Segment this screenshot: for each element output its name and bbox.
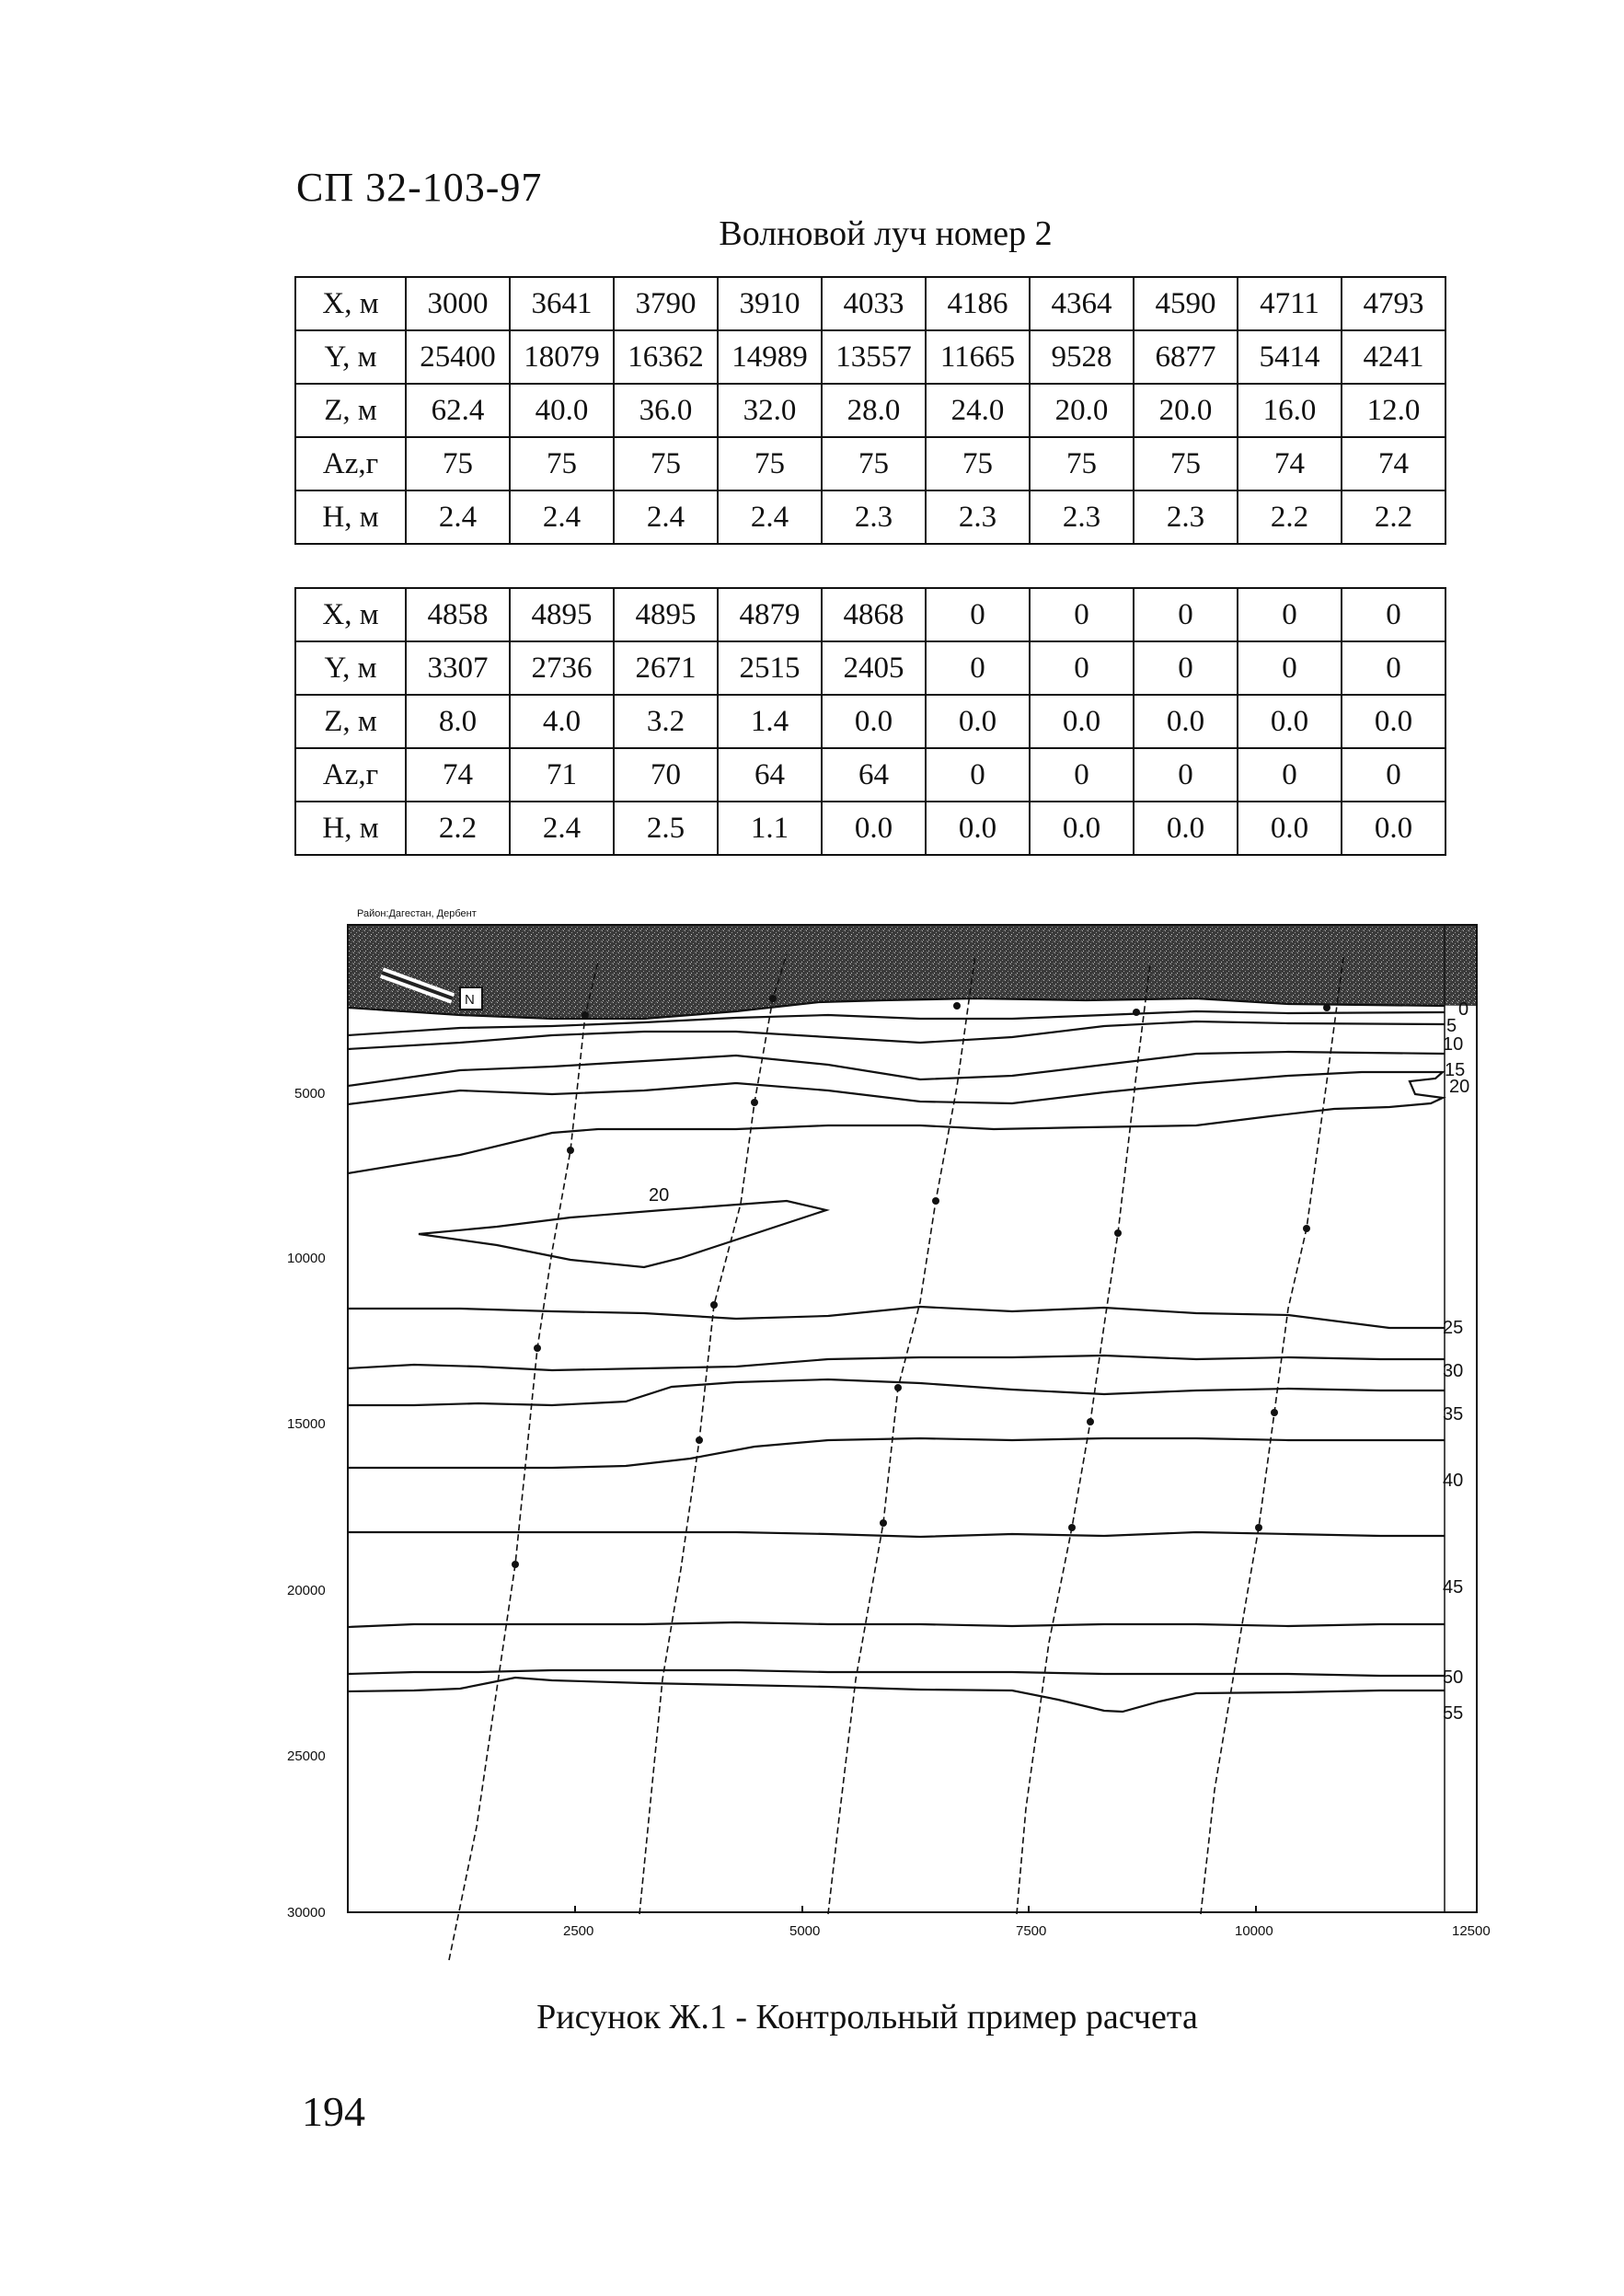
table-cell: 74	[1342, 437, 1445, 490]
contour-label: 15	[1445, 1060, 1466, 1080]
x-tick-label: 5000	[789, 1923, 821, 1939]
table-cell: 0	[926, 588, 1030, 641]
plot-frame	[348, 925, 1477, 1912]
table-cell: 8.0	[406, 695, 510, 748]
row-header: Az,г	[295, 437, 406, 490]
table-cell: 4711	[1238, 277, 1342, 330]
table-cell: 2.2	[1342, 490, 1445, 544]
table-row	[295, 437, 1445, 490]
contour-label: 10	[1443, 1034, 1464, 1055]
table-cell: 4868	[822, 588, 926, 641]
table-cell: 70	[614, 748, 718, 802]
table-cell: 0.0	[1134, 802, 1238, 855]
y-tick-label: 25000	[287, 1748, 326, 1764]
table-cell: 0	[1030, 641, 1134, 695]
table-cell: 0	[1238, 588, 1342, 641]
table-cell: 1.4	[718, 695, 822, 748]
table-cell: 0	[1342, 588, 1445, 641]
table-cell: 2.4	[614, 490, 718, 544]
y-tick-label: 20000	[287, 1583, 326, 1598]
table-cell: 0	[1134, 641, 1238, 695]
contour-label: 5	[1446, 1016, 1457, 1036]
table-cell: 2.3	[926, 490, 1030, 544]
table-cell: 75	[614, 437, 718, 490]
table-row	[295, 641, 1445, 695]
table-cell: 4793	[1342, 277, 1445, 330]
row-header: H, м	[295, 802, 406, 855]
table-cell: 0.0	[1030, 802, 1134, 855]
table-cell: 0	[1238, 641, 1342, 695]
contour-label: 20	[649, 1185, 670, 1206]
table-cell: 64	[822, 748, 926, 802]
table-cell: 0	[1134, 748, 1238, 802]
table-cell: 18079	[510, 330, 614, 384]
table-cell: 2.2	[406, 802, 510, 855]
contour-label: 0	[1458, 999, 1469, 1020]
contour-label: 40	[1443, 1471, 1464, 1491]
table-cell: 24.0	[926, 384, 1030, 437]
table-cell: 0.0	[1342, 802, 1445, 855]
contour-label: 50	[1443, 1667, 1464, 1688]
row-header: Az,г	[295, 748, 406, 802]
table-cell: 16.0	[1238, 384, 1342, 437]
depth-contours	[348, 998, 1445, 1712]
table-cell: 0.0	[1342, 695, 1445, 748]
table-cell: 36.0	[614, 384, 718, 437]
table-cell: 2.4	[510, 802, 614, 855]
table-cell: 4033	[822, 277, 926, 330]
table-cell: 0.0	[1134, 695, 1238, 748]
north-label: N	[465, 992, 475, 1008]
table-cell: 75	[406, 437, 510, 490]
table-cell: 0	[1342, 748, 1445, 802]
contour-label: 25	[1443, 1318, 1464, 1338]
table-cell: 5414	[1238, 330, 1342, 384]
table-cell: 0.0	[822, 802, 926, 855]
table-cell: 75	[510, 437, 614, 490]
table-cell: 2.3	[822, 490, 926, 544]
table-cell: 2.4	[510, 490, 614, 544]
contour-label: 20	[1449, 1077, 1470, 1097]
contour-label: 35	[1443, 1404, 1464, 1425]
table-cell: 4895	[510, 588, 614, 641]
contour-label: 30	[1443, 1361, 1464, 1381]
ray-table-1	[294, 276, 1446, 545]
table-cell: 14989	[718, 330, 822, 384]
doc-code: СП 32-103-97	[296, 165, 543, 210]
contour-label: 55	[1443, 1703, 1464, 1724]
row-header: Z, м	[295, 384, 406, 437]
table-cell: 75	[1030, 437, 1134, 490]
table-cell: 3000	[406, 277, 510, 330]
table-cell: 0.0	[1030, 695, 1134, 748]
wave-rays	[449, 954, 1343, 1960]
table-cell: 74	[406, 748, 510, 802]
table-cell: 0	[1030, 588, 1134, 641]
x-tick-label: 7500	[1016, 1923, 1047, 1939]
table-cell: 64	[718, 748, 822, 802]
row-header: Y, м	[295, 330, 406, 384]
contour-label: 45	[1443, 1577, 1464, 1598]
x-tick-marks	[575, 1906, 1256, 1912]
table-cell: 0.0	[926, 695, 1030, 748]
table-cell: 0	[1134, 588, 1238, 641]
table-cell: 3307	[406, 641, 510, 695]
table-cell: 2.3	[1030, 490, 1134, 544]
map-title: Район:Дагестан, Дербент	[357, 908, 477, 919]
table-cell: 6877	[1134, 330, 1238, 384]
table-row	[295, 748, 1445, 802]
table-cell: 3790	[614, 277, 718, 330]
table-cell: 0	[1030, 748, 1134, 802]
table-row	[295, 277, 1445, 330]
y-tick-label: 30000	[287, 1905, 326, 1921]
row-header: H, м	[295, 490, 406, 544]
row-header: X, м	[295, 588, 406, 641]
table-cell: 0.0	[1238, 695, 1342, 748]
table-cell: 0.0	[822, 695, 926, 748]
table-cell: 2.4	[406, 490, 510, 544]
table-cell: 3910	[718, 277, 822, 330]
table-cell: 11665	[926, 330, 1030, 384]
table-cell: 4.0	[510, 695, 614, 748]
table-cell: 20.0	[1030, 384, 1134, 437]
table-cell: 74	[1238, 437, 1342, 490]
table-cell: 0	[926, 748, 1030, 802]
table-cell: 20.0	[1134, 384, 1238, 437]
table-cell: 3.2	[614, 695, 718, 748]
table-cell: 4879	[718, 588, 822, 641]
table-cell: 0	[1342, 641, 1445, 695]
row-header: Y, м	[295, 641, 406, 695]
ray-diagram	[276, 897, 1491, 1969]
table-cell: 4590	[1134, 277, 1238, 330]
x-tick-label: 10000	[1235, 1923, 1273, 1939]
table-cell: 4241	[1342, 330, 1445, 384]
table-cell: 2.5	[614, 802, 718, 855]
y-tick-label: 10000	[287, 1251, 326, 1266]
table-cell: 4895	[614, 588, 718, 641]
table-cell: 4186	[926, 277, 1030, 330]
table-cell: 2671	[614, 641, 718, 695]
x-tick-label: 12500	[1452, 1923, 1491, 1939]
table-cell: 75	[926, 437, 1030, 490]
table-row	[295, 588, 1445, 641]
table-cell: 2405	[822, 641, 926, 695]
table-title: Волновой луч номер 2	[719, 214, 1053, 253]
table-cell: 0	[1238, 748, 1342, 802]
table-cell: 12.0	[1342, 384, 1445, 437]
row-header: X, м	[295, 277, 406, 330]
table-cell: 2.2	[1238, 490, 1342, 544]
table-cell: 2.3	[1134, 490, 1238, 544]
table-cell: 2.4	[718, 490, 822, 544]
x-tick-label: 2500	[563, 1923, 594, 1939]
y-tick-label: 5000	[294, 1086, 326, 1102]
table-cell: 75	[822, 437, 926, 490]
table-row	[295, 490, 1445, 544]
table-cell: 4364	[1030, 277, 1134, 330]
table-cell: 75	[1134, 437, 1238, 490]
table-cell: 0.0	[926, 802, 1030, 855]
table-row	[295, 330, 1445, 384]
table-cell: 32.0	[718, 384, 822, 437]
table-cell: 0.0	[1238, 802, 1342, 855]
page-number: 194	[302, 2088, 365, 2135]
table-cell: 16362	[614, 330, 718, 384]
table-cell: 4858	[406, 588, 510, 641]
y-tick-label: 15000	[287, 1416, 326, 1432]
table-cell: 75	[718, 437, 822, 490]
table-cell: 71	[510, 748, 614, 802]
table-cell: 0	[926, 641, 1030, 695]
table-cell: 13557	[822, 330, 926, 384]
table-cell: 2515	[718, 641, 822, 695]
table-row	[295, 802, 1445, 855]
table-cell: 3641	[510, 277, 614, 330]
table-row	[295, 384, 1445, 437]
table-cell: 2736	[510, 641, 614, 695]
table-cell: 40.0	[510, 384, 614, 437]
table-cell: 1.1	[718, 802, 822, 855]
table-row	[295, 695, 1445, 748]
ray-table-2	[294, 587, 1446, 856]
ray-markers	[512, 995, 1330, 1568]
row-header: Z, м	[295, 695, 406, 748]
table-cell: 25400	[406, 330, 510, 384]
table-cell: 9528	[1030, 330, 1134, 384]
table-cell: 28.0	[822, 384, 926, 437]
figure-caption: Рисунок Ж.1 - Контрольный пример расчета	[536, 1998, 1198, 2036]
table-cell: 62.4	[406, 384, 510, 437]
